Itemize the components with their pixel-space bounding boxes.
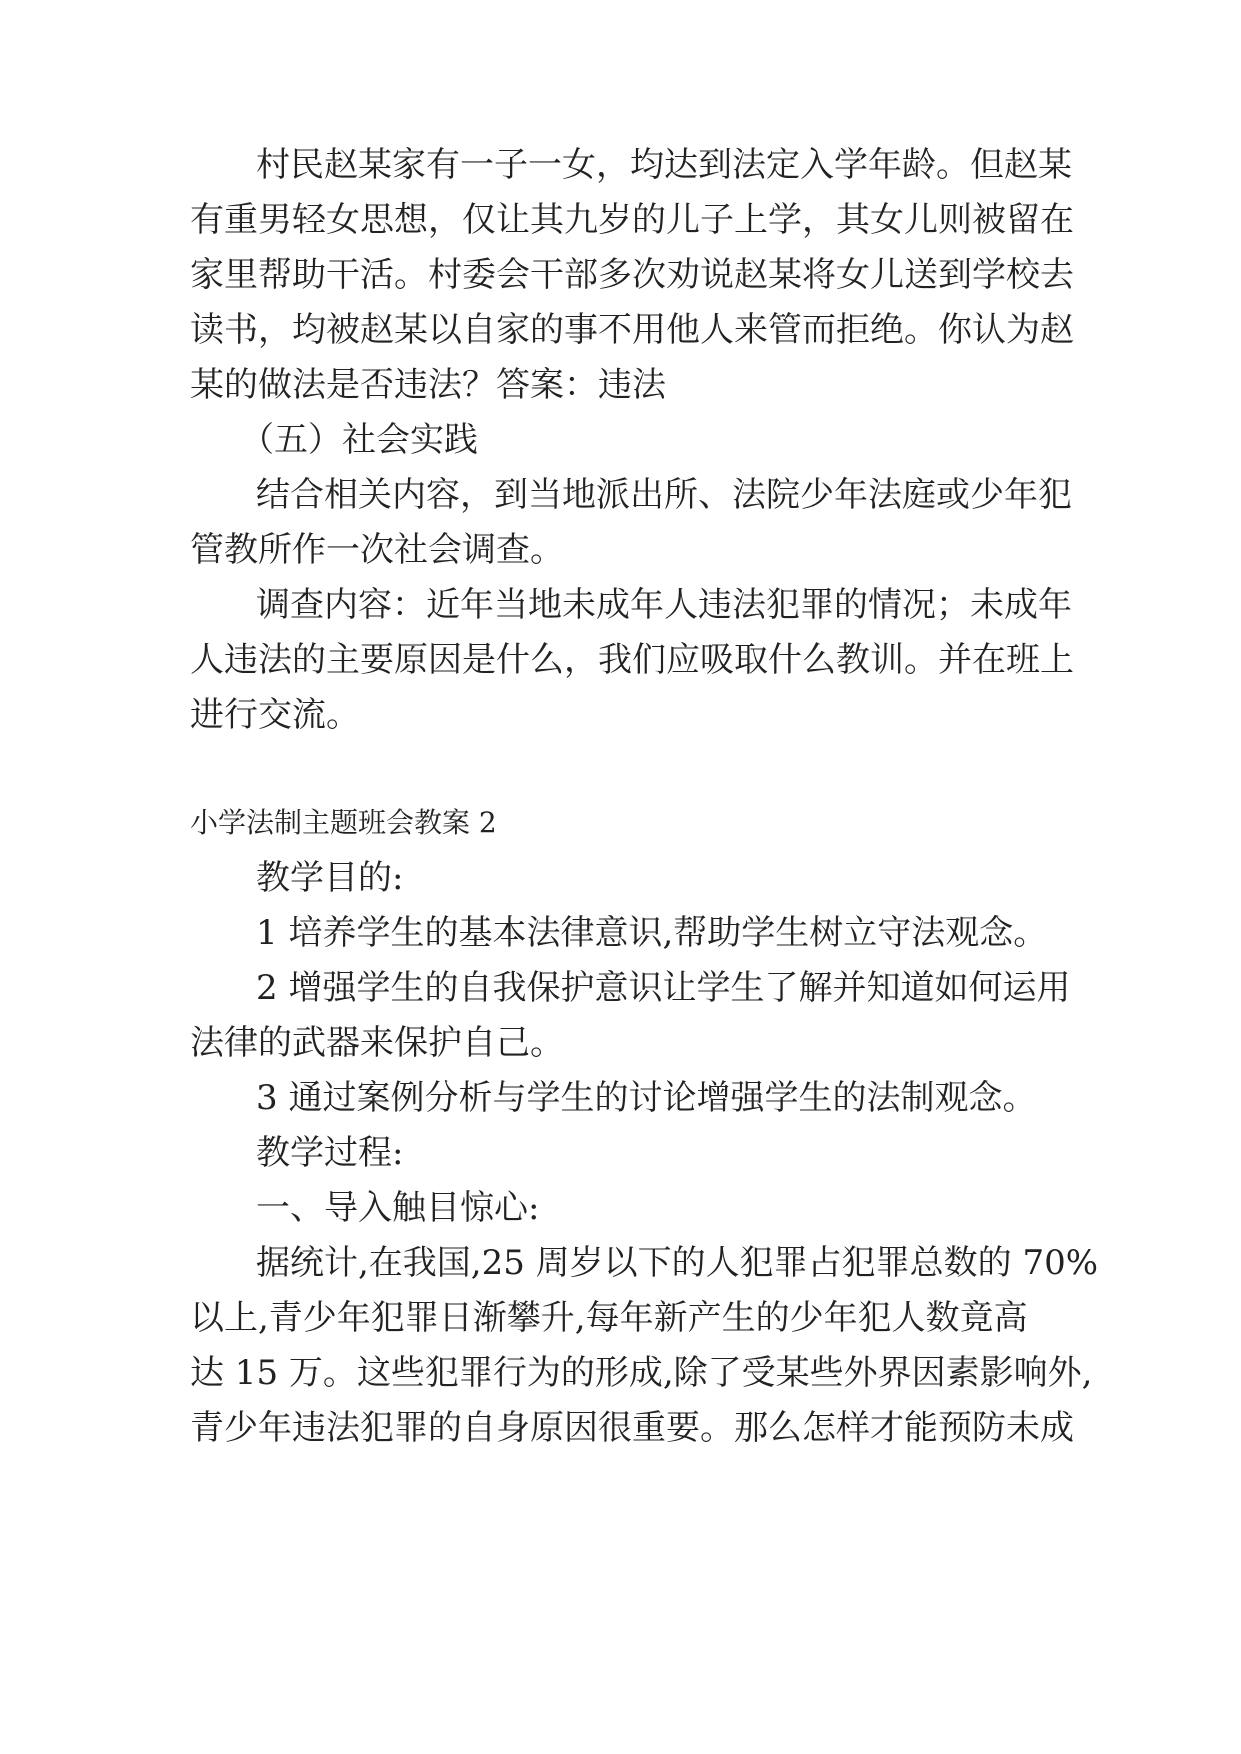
paragraph-line: 有重男轻女思想，仅让其九岁的儿子上学，其女儿则被留在 <box>190 200 1074 240</box>
paragraph-line: 进行交流。 <box>190 695 360 735</box>
section-title: 小学法制主题班会教案 2 <box>190 806 497 839</box>
subheading: （五）社会实践 <box>240 420 478 460</box>
process-label: 教学过程: <box>256 1133 404 1173</box>
objective-item: 1 培养学生的基本法律意识,帮助学生树立守法观念。 <box>256 913 1048 953</box>
paragraph-line: 结合相关内容，到当地派出所、法院少年法庭或少年犯 <box>256 475 1072 515</box>
paragraph-line: 据统计,在我国,25 周岁以下的人犯罪占犯罪总数的 70% <box>256 1243 1099 1283</box>
paragraph-line: 家里帮助干活。村委会干部多次劝说赵某将女儿送到学校去 <box>190 255 1074 295</box>
paragraph-line: 人违法的主要原因是什么，我们应吸取什么教训。并在班上 <box>190 640 1074 680</box>
paragraph-line: 以上,青少年犯罪日渐攀升,每年新产生的少年犯人数竟高 <box>190 1298 1028 1338</box>
paragraph-line: 达 15 万。这些犯罪行为的形成,除了受某些外界因素影响外, <box>190 1353 1093 1393</box>
objective-item: 2 增强学生的自我保护意识让学生了解并知道如何运用 <box>256 968 1071 1008</box>
step-label: 一、导入触目惊心: <box>256 1188 540 1228</box>
paragraph-line: 某的做法是否违法？答案：违法 <box>190 365 666 405</box>
paragraph-line: 青少年违法犯罪的自身原因很重要。那么怎样才能预防未成 <box>190 1408 1074 1448</box>
paragraph-line: 管教所作一次社会调查。 <box>190 530 564 570</box>
paragraph-line: 读书，均被赵某以自家的事不用他人来管而拒绝。你认为赵 <box>190 310 1074 350</box>
objective-item-continued: 法律的武器来保护自己。 <box>190 1023 564 1063</box>
paragraph-line: 调查内容：近年当地未成年人违法犯罪的情况；未成年 <box>256 585 1072 625</box>
objective-item: 3 通过案例分析与学生的讨论增强学生的法制观念。 <box>256 1078 1037 1118</box>
paragraph-line: 村民赵某家有一子一女，均达到法定入学年龄。但赵某 <box>256 145 1072 185</box>
objectives-label: 教学目的: <box>256 858 404 898</box>
